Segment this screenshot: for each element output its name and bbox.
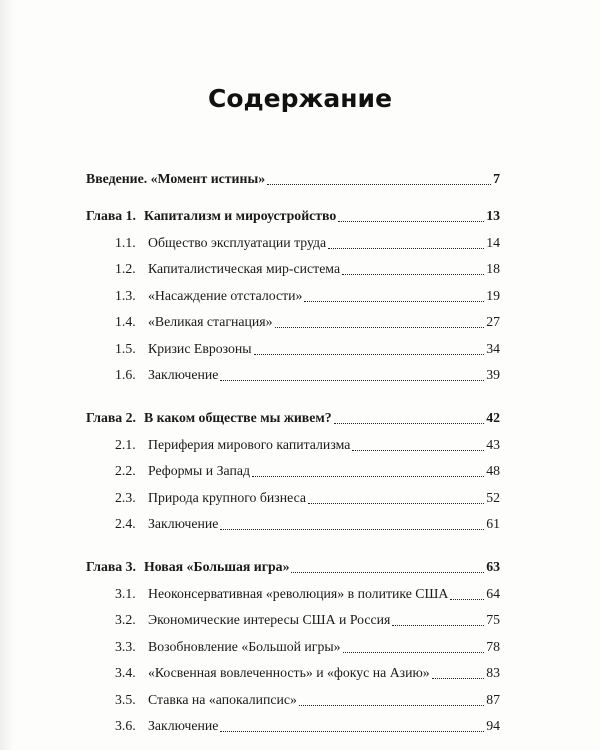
toc-page-number: 27 xyxy=(486,314,500,329)
toc-entry-label xyxy=(115,436,350,454)
toc-entry-title: Заключение xyxy=(148,367,219,382)
toc-entry-title: Неоконсервативная «революция» в политике США xyxy=(148,585,449,601)
toc-entry-number: 2.3. xyxy=(115,489,136,505)
toc-entry-label xyxy=(115,664,430,682)
toc-entry-number: Глава 1. xyxy=(86,208,137,223)
toc-entry-label xyxy=(115,366,218,384)
toc-section-1-4[interactable] xyxy=(86,313,500,331)
page-title: Содержание xyxy=(207,84,393,113)
toc-entry-number: Глава 2. xyxy=(86,410,137,425)
dot-leader xyxy=(432,678,484,679)
toc-entry-label xyxy=(86,207,336,225)
toc-entry-number: 3.3. xyxy=(115,638,136,654)
toc-entry-number: 1.1. xyxy=(115,234,136,250)
dot-leader xyxy=(334,423,485,424)
toc-page-number: 48 xyxy=(486,463,500,478)
toc-section-1-6[interactable] xyxy=(86,366,500,384)
toc-entry-label xyxy=(115,313,273,331)
toc-entry-label xyxy=(115,489,306,507)
toc-entry-number: 1.4. xyxy=(115,314,136,329)
toc-page-number: 43 xyxy=(486,436,500,452)
toc-entry-number: 1.2. xyxy=(115,261,136,276)
toc-entry-number: 1.5. xyxy=(115,340,136,356)
toc-entry-title: Периферия мирового капитализма xyxy=(148,436,351,452)
dot-leader xyxy=(267,184,491,185)
toc-page-number: 19 xyxy=(486,287,500,303)
toc-page-number: 18 xyxy=(486,261,500,276)
toc-entry-intro[interactable] xyxy=(86,170,500,188)
toc-entry-label xyxy=(115,260,340,278)
toc-entry-label xyxy=(115,287,302,305)
toc-page-number: 39 xyxy=(486,367,500,382)
toc-entry-number: 1.6. xyxy=(115,367,136,382)
dot-leader xyxy=(291,572,484,573)
dot-leader xyxy=(252,476,484,477)
toc-entry-number: 3.4. xyxy=(115,665,136,680)
toc-section-1-3[interactable] xyxy=(86,287,500,305)
toc-section-2-2[interactable] xyxy=(86,462,500,480)
toc-section-3-5[interactable] xyxy=(86,691,500,709)
toc-section-3-6[interactable] xyxy=(86,717,500,735)
toc-page-number: 78 xyxy=(486,638,500,654)
toc-entry-label xyxy=(115,638,341,656)
toc-entry-number: 3.2. xyxy=(115,612,136,627)
toc-entry-title: Ставка на «апокалипсис» xyxy=(148,691,297,707)
dot-leader xyxy=(299,705,484,706)
toc-entry-label xyxy=(115,611,390,629)
toc-entry-label xyxy=(86,409,332,427)
toc-entry-title: Возобновление «Большой игры» xyxy=(148,638,341,654)
toc-section-3-1[interactable] xyxy=(86,585,500,603)
toc-section-3-3[interactable] xyxy=(86,638,500,656)
toc-entry-number: 2.4. xyxy=(115,516,136,531)
toc-entry-number: Глава 3. xyxy=(86,559,137,574)
toc-entry-title: Общество эксплуатации труда xyxy=(148,234,327,250)
toc-page-number: 13 xyxy=(486,208,500,223)
toc-entry-label xyxy=(115,691,297,709)
toc-page-number: 34 xyxy=(486,340,500,356)
toc-entry-title: Экономические интересы США и Россия xyxy=(148,612,391,627)
toc-entry-title: Капитализм и мироустройство xyxy=(144,208,337,223)
toc-entry-title: Кризис Еврозоны xyxy=(148,340,252,356)
toc-entry-number: 2.1. xyxy=(115,436,136,452)
toc-entry-number: 3.6. xyxy=(115,718,136,733)
toc-chapter-1[interactable] xyxy=(86,207,500,225)
toc-entry-title: В каком обществе мы живем? xyxy=(144,410,332,425)
dot-leader xyxy=(220,731,484,732)
toc-entry-number: 3.5. xyxy=(115,691,136,707)
dot-leader xyxy=(308,503,484,504)
toc-entry-label xyxy=(115,585,448,603)
toc-section-2-3[interactable] xyxy=(86,489,500,507)
dot-leader xyxy=(392,625,484,626)
toc-entry-number: 3.1. xyxy=(115,585,136,601)
toc-entry-title: Введение. «Момент истины» xyxy=(86,171,266,186)
dot-leader xyxy=(352,450,484,451)
toc-entry-label xyxy=(115,515,218,533)
dot-leader xyxy=(220,529,484,530)
dot-leader xyxy=(342,274,484,275)
toc-page-number: 42 xyxy=(486,410,500,425)
toc-entry-label xyxy=(115,340,252,358)
toc-page-number: 83 xyxy=(486,665,500,680)
toc-entry-number: 1.3. xyxy=(115,287,136,303)
toc-section-2-4[interactable] xyxy=(86,515,500,533)
toc-page-number: 61 xyxy=(486,516,500,531)
toc-page-number: 64 xyxy=(486,585,500,601)
toc-entry-title: Природа крупного бизнеса xyxy=(148,489,307,505)
toc-section-3-2[interactable] xyxy=(86,611,500,629)
toc-entry-title: «Насаждение отсталости» xyxy=(148,287,303,303)
toc-section-3-4[interactable] xyxy=(86,664,500,682)
toc-page-number: 7 xyxy=(493,171,500,186)
dot-leader xyxy=(220,380,484,381)
toc-page-number: 87 xyxy=(486,691,500,707)
toc-entry-label xyxy=(86,558,289,576)
toc-entry-number: 2.2. xyxy=(115,463,136,478)
toc-page-number: 63 xyxy=(486,559,500,574)
toc-chapter-3[interactable] xyxy=(86,558,500,576)
toc-entry-title: «Косвенная вовлеченность» и «фокус на Азию» xyxy=(148,665,430,680)
dot-leader xyxy=(450,599,484,600)
toc-entry-title: Реформы и Запад xyxy=(148,463,250,478)
dot-leader xyxy=(254,354,485,355)
toc-entry-label xyxy=(115,717,218,735)
toc-entry-title: Заключение xyxy=(148,516,219,531)
toc-section-2-1[interactable] xyxy=(86,436,500,454)
toc-section-1-1[interactable] xyxy=(86,234,500,252)
dot-leader xyxy=(338,221,484,222)
toc-page-number: 75 xyxy=(486,612,500,627)
toc-entry-title: Капиталистическая мир-система xyxy=(148,261,341,276)
dot-leader xyxy=(275,327,485,328)
toc-entry-title: Новая «Большая игра» xyxy=(144,559,290,574)
toc-section-1-2[interactable] xyxy=(86,260,500,278)
dot-leader xyxy=(304,301,484,302)
toc-section-1-5[interactable] xyxy=(86,340,500,358)
toc-entry-label xyxy=(115,234,326,252)
toc-entry-title: Заключение xyxy=(148,718,219,733)
toc-entry-label xyxy=(115,462,250,480)
toc-chapter-2[interactable] xyxy=(86,409,500,427)
dot-leader xyxy=(343,652,485,653)
toc-entry-label xyxy=(86,170,265,188)
toc-entry-title: «Великая стагнация» xyxy=(148,314,273,329)
toc-page-number: 14 xyxy=(486,234,500,250)
dot-leader xyxy=(328,248,484,249)
toc-page-number: 52 xyxy=(486,489,500,505)
toc-page-number: 94 xyxy=(486,718,500,733)
